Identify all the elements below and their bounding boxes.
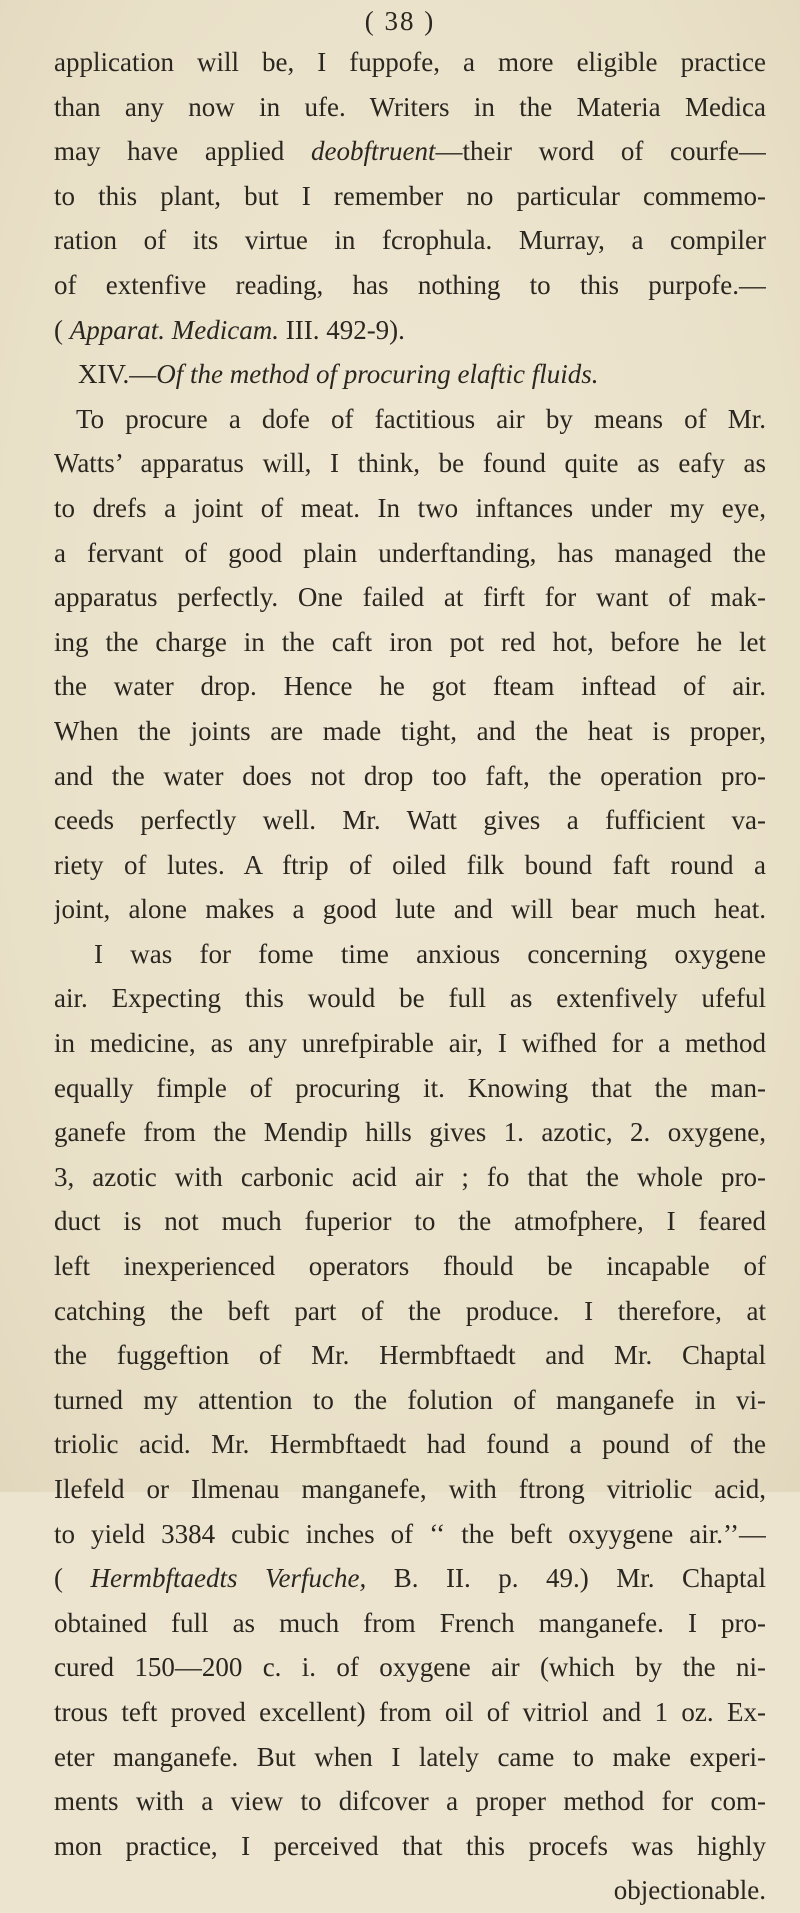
- text-line: [54, 397, 766, 442]
- text-line: [54, 85, 766, 130]
- text-line: [54, 754, 766, 799]
- text-run: —their word of courfe—: [435, 136, 766, 167]
- text-run: equally fimple of procuring it. Knowing that the man-: [54, 1072, 766, 1103]
- text-line: [54, 1422, 766, 1467]
- text-line: [54, 620, 766, 665]
- text-line: [54, 1690, 766, 1735]
- text-line: [54, 664, 766, 709]
- text-line: [54, 798, 766, 843]
- text-run: joint, alone makes a good lute and will bear much heat.: [54, 894, 766, 925]
- text-run: a fervant of good plain underftanding, has managed the: [54, 537, 766, 568]
- text-line: [54, 1601, 766, 1646]
- text-line: [54, 1556, 766, 1601]
- text-run: When the joints are made tight, and the heat is proper,: [54, 715, 766, 746]
- text-run: obtained full as much from French manganefe. I pro-: [54, 1607, 766, 1638]
- text-line: [54, 531, 766, 576]
- text-run: duct is not much fuperior to the atmofphere, I feared: [54, 1206, 766, 1237]
- section-heading: [54, 352, 766, 397]
- text-line: [54, 1868, 766, 1913]
- text-run: and the water does not drop too faft, the operation pro-: [54, 760, 766, 791]
- text-run: than any now in ufe. Writers in the Materia Medica: [54, 91, 766, 122]
- text-line: [54, 932, 766, 977]
- text-line: [54, 1155, 766, 1200]
- text-line: [54, 1244, 766, 1289]
- text-run: To procure a dofe of factitious air by means of Mr.: [76, 403, 766, 434]
- text-run: catching the beft part of the produce. I therefore, at: [54, 1295, 766, 1326]
- text-run: III. 492-9).: [278, 314, 405, 345]
- text-line: [54, 1512, 766, 1557]
- text-run: Watts’ apparatus will, I think, be found quite as eafy as: [54, 448, 766, 479]
- text-run: to yield 3384 cubic inches of ‘‘ the beft oxyygene air.’’—: [54, 1518, 766, 1549]
- page-number: ( 38 ): [364, 6, 436, 36]
- text-run: ganefe from the Mendip hills gives 1. azotic, 2. oxygene,: [54, 1117, 766, 1148]
- text-line: [54, 1378, 766, 1423]
- text-line: [54, 1824, 766, 1869]
- text-line: [54, 40, 766, 85]
- text-run: (: [54, 314, 70, 345]
- text-run: to drefs a joint of meat. In two inftances under my eye,: [54, 492, 766, 523]
- text-line: [54, 1110, 766, 1155]
- text-line: [54, 1333, 766, 1378]
- text-line: [54, 575, 766, 620]
- text-line: [54, 1467, 766, 1512]
- text-run: I was for fome time anxious concerning oxygene: [94, 938, 766, 969]
- text-line: [54, 441, 766, 486]
- text-line: [54, 129, 766, 174]
- text-run: (: [54, 1563, 91, 1594]
- text-run: ceeds perfectly well. Mr. Watt gives a fufficient va-: [54, 805, 766, 836]
- text-line: [54, 308, 766, 353]
- italic-text: Apparat. Medicam.: [69, 314, 279, 345]
- text-line: [54, 486, 766, 531]
- text-run: 3, azotic with carbonic acid air ; fo that the whole pro-: [54, 1161, 766, 1192]
- text-run: trous teft proved excellent) from oil of vitriol and 1 oz. Ex-: [54, 1696, 766, 1727]
- text-line: [54, 1066, 766, 1111]
- text-run: to this plant, but I remember no particular commemo-: [54, 180, 766, 211]
- text-run: apparatus perfectly. One failed at firft for want of mak-: [54, 582, 766, 613]
- italic-text: deobftruent: [311, 136, 436, 167]
- text-run: turned my attention to the folution of manganefe in vi-: [54, 1384, 766, 1415]
- text-line: [54, 843, 766, 888]
- text-run: in medicine, as any unrefpirable air, I wifhed for a method: [54, 1028, 766, 1059]
- text-line: [54, 174, 766, 219]
- text-run: ration of its virtue in fcrophula. Murray, a compiler: [54, 225, 766, 256]
- text-line: [54, 1289, 766, 1334]
- text-run: B. II. p. 49.) Mr. Chaptal: [366, 1563, 766, 1594]
- text-run: objectionable.: [613, 1875, 766, 1906]
- text-line: [54, 1199, 766, 1244]
- text-line: [54, 1645, 766, 1690]
- text-line: [54, 263, 766, 308]
- text-run: ments with a view to difcover a proper method for com-: [54, 1786, 766, 1817]
- italic-text: Hermbftaedts Verfuche,: [90, 1563, 367, 1594]
- text-line: [54, 1779, 766, 1824]
- text-line: [54, 1021, 766, 1066]
- text-run: XIV.—: [78, 359, 157, 390]
- text-run: air. Expecting this would be full as extenfively ufeful: [54, 983, 766, 1014]
- text-run: the water drop. Hence he got fteam inftead of air.: [54, 671, 766, 702]
- italic-text: Of the method of procuring elaftic fluids.: [156, 359, 599, 390]
- text-line: [54, 976, 766, 1021]
- text-line: [54, 218, 766, 263]
- text-run: may have applied: [54, 136, 312, 167]
- text-run: of extenfive reading, has nothing to this purpofe.—: [54, 269, 766, 300]
- text-run: left inexperienced operators fhould be incapable of: [54, 1251, 766, 1282]
- body-text: [54, 40, 766, 1913]
- text-run: ing the charge in the caft iron pot red hot, before he let: [54, 626, 766, 657]
- text-run: Ilefeld or Ilmenau manganefe, with ftrong vitriolic acid,: [54, 1474, 766, 1504]
- text-run: cured 150—200 c. i. of oxygene air (which by the ni-: [54, 1652, 766, 1683]
- text-run: application will be, I fuppofe, a more eligible practice: [54, 47, 766, 77]
- text-line: [54, 709, 766, 754]
- text-line: [54, 1735, 766, 1780]
- text-line: [54, 887, 766, 932]
- text-run: the fuggeftion of Mr. Hermbftaedt and Mr. Chaptal: [54, 1340, 766, 1371]
- text-run: mon practice, I perceived that this procefs was highly: [54, 1830, 766, 1861]
- text-run: triolic acid. Mr. Hermbftaedt had found a pound of the: [54, 1429, 766, 1460]
- text-run: riety of lutes. A ftrip of oiled filk bound faft round a: [54, 849, 766, 880]
- text-run: eter manganefe. But when I lately came to make experi-: [54, 1741, 766, 1772]
